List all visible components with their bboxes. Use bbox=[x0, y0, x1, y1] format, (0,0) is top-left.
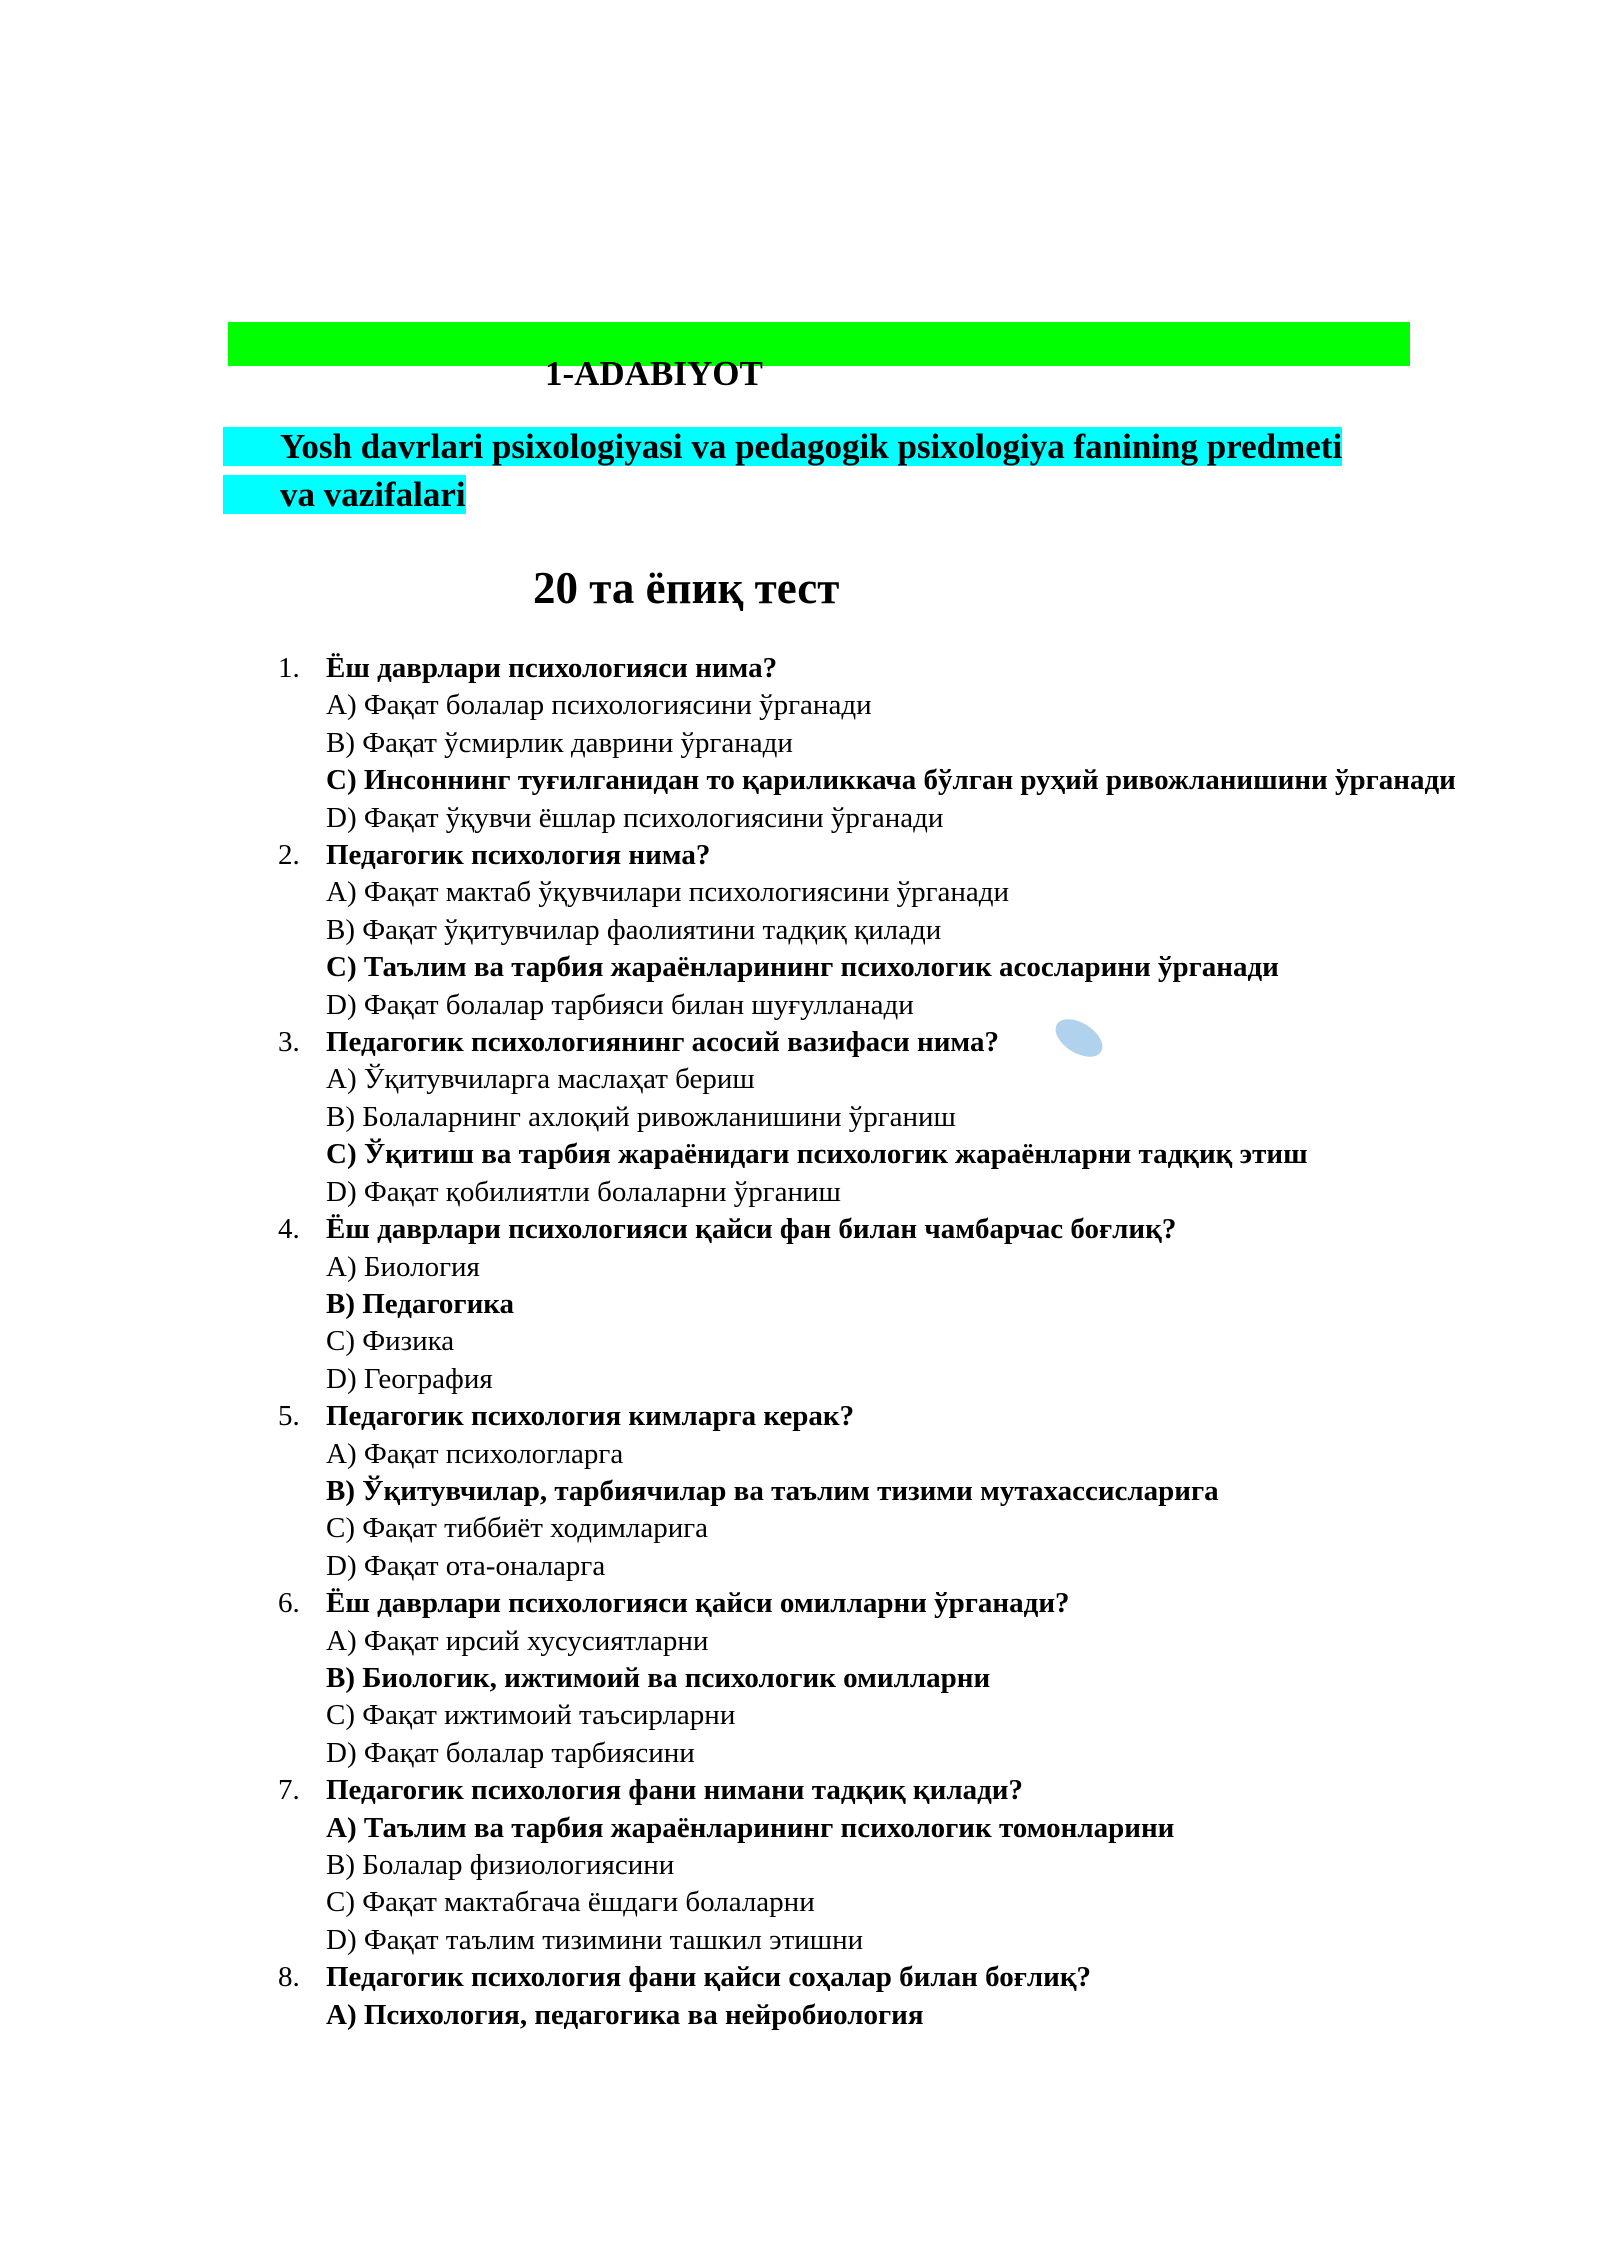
question-text: Ёш даврлари психологияси қайси омилларни ўрганади? bbox=[326, 1587, 1070, 1620]
question-number: 1. bbox=[278, 652, 300, 684]
question-item bbox=[270, 1959, 1460, 2034]
answer-option: C) Фақат ижтимоий таъсирларни bbox=[326, 1699, 736, 1732]
correct-answer-option: C) Инсоннинг туғилганидан то қариликкача бўлган руҳий ривожланишини ўрганади bbox=[326, 764, 1456, 797]
answer-option: D) Фақат қобилиятли болаларни ўрганиш bbox=[326, 1175, 841, 1208]
question-text: Педагогик психология фани нимани тадқиқ қилади? bbox=[326, 1774, 1023, 1807]
question-item bbox=[270, 1211, 1460, 1398]
correct-answer-option: B) Педагогика bbox=[326, 1287, 515, 1320]
chapter-title: 1-ADABIYOT bbox=[545, 354, 763, 393]
question-text: Ёш даврлари психологияси нима? bbox=[326, 652, 778, 684]
question-text: Педагогик психологиянинг асосий вазифаси нима? bbox=[326, 1026, 999, 1059]
answer-option: A) Ўқитувчиларга маслаҳат бериш bbox=[326, 1063, 755, 1096]
question-number: 8. bbox=[278, 1961, 300, 1994]
green-highlight-bar bbox=[228, 322, 1410, 366]
question-text: Ёш даврлари психологияси қайси фан билан чамбарчас боғлиқ? bbox=[326, 1213, 1177, 1246]
answer-option: D) Фақат ўқувчи ёшлар психологиясини ўрганади bbox=[326, 801, 944, 834]
correct-answer-option: A) Психология, педагогика ва нейробиология bbox=[326, 1998, 924, 2031]
answer-option: B) Болалар физиологиясини bbox=[326, 1849, 675, 1881]
answer-option: A) Фақат психологларга bbox=[326, 1437, 624, 1470]
question-item bbox=[270, 837, 1460, 1024]
correct-answer-option: C) Таълим ва тарбия жараёнларининг психологик асосларини ўрганади bbox=[326, 951, 1279, 984]
question-number: 7. bbox=[278, 1774, 300, 1807]
test-heading: 20 та ёпиқ тест bbox=[533, 563, 840, 613]
answer-option: C) Фақат мактабгача ёшдаги болаларни bbox=[326, 1886, 815, 1919]
question-number: 5. bbox=[278, 1400, 300, 1433]
answer-option: D) Фақат таълим тизимини ташкил этишни bbox=[326, 1923, 864, 1956]
question-item bbox=[270, 1585, 1460, 1772]
question-item bbox=[270, 1024, 1460, 1211]
question-text: Педагогик психология нима? bbox=[326, 839, 711, 872]
question-item bbox=[270, 650, 1460, 837]
question-text: Педагогик психология кимларга керак? bbox=[326, 1400, 855, 1433]
answer-option: D) Фақат болалар тарбияси билан шуғулланади bbox=[326, 988, 914, 1021]
correct-answer-option: B) Биологик, ижтимоий ва психологик омилларни bbox=[326, 1661, 991, 1694]
question-number: 2. bbox=[278, 839, 300, 872]
answer-option: D) География bbox=[326, 1362, 493, 1395]
answer-option: C) Фақат тиббиёт ходимларига bbox=[326, 1512, 708, 1545]
question-list bbox=[270, 650, 1460, 2034]
question-number: 6. bbox=[278, 1587, 300, 1620]
correct-answer-option: B) Ўқитувчилар, тарбиячилар ва таълим тизими мутахассисларига bbox=[326, 1474, 1219, 1507]
section-title bbox=[280, 423, 1380, 519]
answer-option: B) Фақат ўсмирлик даврини ўрганади bbox=[326, 726, 793, 759]
question-number: 4. bbox=[278, 1213, 300, 1246]
question-number: 3. bbox=[278, 1026, 300, 1059]
correct-answer-option: A) Таълим ва тарбия жараёнларининг психологик томонларини bbox=[326, 1811, 1175, 1844]
section-title-text: Yosh davrlari psixologiyasi va pedagogik psixologiya fanining predmeti va vazifalari bbox=[223, 427, 1342, 514]
answer-option: A) Биология bbox=[326, 1250, 480, 1283]
answer-option: B) Болаларнинг ахлоқий ривожланишини ўрганиш bbox=[326, 1100, 956, 1133]
answer-option: A) Фақат болалар психологиясини ўрганади bbox=[326, 689, 872, 722]
answer-option: C) Физика bbox=[326, 1325, 455, 1358]
answer-option: D) Фақат ота-оналарга bbox=[326, 1549, 606, 1582]
answer-option: B) Фақат ўқитувчилар фаолиятини тадқиқ қилади bbox=[326, 913, 942, 946]
question-text: Педагогик психология фани қайси соҳалар билан боғлиқ? bbox=[326, 1961, 1092, 1994]
question-item bbox=[270, 1772, 1460, 1959]
correct-answer-option: C) Ўқитиш ва тарбия жараёнидаги психологик жараёнларни тадқиқ этиш bbox=[326, 1138, 1308, 1171]
answer-option: A) Фақат мактаб ўқувчилари психологиясини ўрганади bbox=[326, 876, 1010, 909]
answer-option: D) Фақат болалар тарбиясини bbox=[326, 1736, 695, 1769]
question-item bbox=[270, 1398, 1460, 1585]
answer-option: A) Фақат ирсий хусусиятларни bbox=[326, 1624, 709, 1657]
